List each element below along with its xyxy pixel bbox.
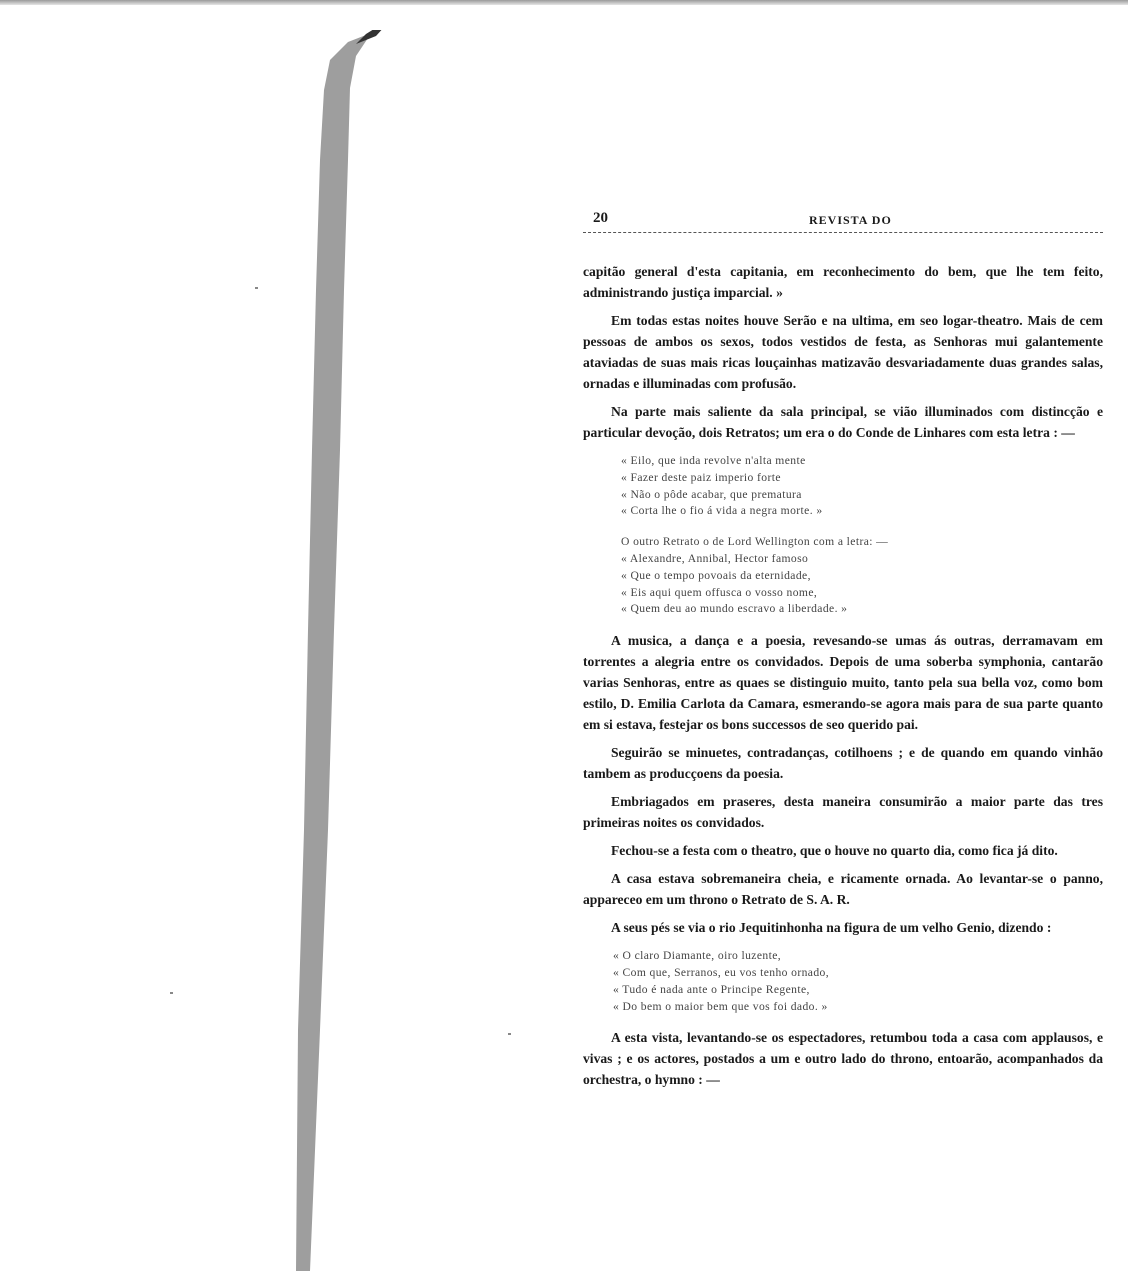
dust-speck bbox=[255, 287, 258, 289]
verse-line: « Eis aqui quem offusca o vosso nome, bbox=[621, 585, 818, 599]
paragraph: Fechou-se a festa com o theatro, que o houve no quarto dia, como fica já dito. bbox=[611, 843, 1058, 859]
verse-conde-de-linhares bbox=[621, 453, 1103, 618]
running-head bbox=[583, 206, 1103, 233]
verse-jequitinhonha bbox=[613, 948, 1103, 1015]
verse-line: « Do bem o maior bem que vos foi dado. » bbox=[613, 999, 828, 1013]
paragraph: A casa estava sobremaneira cheia, e ricamente ornada. Ao levantar-se o panno, appareceo em um throno o Retrato de S. A. R. bbox=[583, 871, 1103, 908]
paragraph: Seguirão se minuetes, contradanças, cotilhoens ; e de quando em quando vinhão tambem as producçoens da poesia. bbox=[583, 745, 1103, 782]
verse-spacer bbox=[621, 520, 1103, 534]
paragraph: A musica, a dança e a poesia, revesando-se umas ás outras, derramavam em torrentes a alegria entre os convidados. Depois de uma soberba symphonia, cantarão varias Senhoras, entre as quaes se distinguio muito, tanto pela sua bella voz, como bom estilo, D. Emilia Carlota da Camara, esmerando-se agora mais para de sua parte quanto em si estava, festejar os bons successos de seo querido pai. bbox=[583, 633, 1103, 733]
verse-line: « Com que, Serranos, eu vos tenho ornado, bbox=[613, 965, 830, 979]
body-text bbox=[583, 261, 1103, 1090]
dust-speck bbox=[170, 992, 173, 994]
verse-intro: O outro Retrato o de Lord Wellington com a letra: — bbox=[621, 535, 889, 549]
header-title: REVISTA DO bbox=[809, 213, 892, 227]
verse-line: « Que o tempo povoais da eternidade, bbox=[621, 568, 811, 582]
paragraph: Na parte mais saliente da sala principal, se vião illuminados com distincção e particular devoção, dois Retratos; um era o do Conde de Linhares com esta letra : — bbox=[583, 404, 1103, 440]
top-edge-shadow bbox=[0, 0, 1128, 5]
verse-line: « Corta lhe o fio á vida a negra morte. » bbox=[621, 504, 823, 518]
verse-line: « Alexandre, Annibal, Hector famoso bbox=[621, 551, 809, 565]
paragraph: Em todas estas noites houve Serão e na ultima, em seo logar-theatro. Mais de cem pessoas de ambos os sexos, todos vestidos de festa, as Senhoras mui galantemente ataviadas de suas mais ricas louçainhas matizavão desvariadamente duas grandes salas, ornadas e illuminadas com profusão. bbox=[583, 313, 1103, 391]
verse-line: « Quem deu ao mundo escravo a liberdade. » bbox=[621, 602, 848, 616]
verse-line: « O claro Diamante, oiro luzente, bbox=[613, 949, 782, 963]
paragraph: Embriagados em praseres, desta maneira consumirão a maior parte das tres primeiras noites os convidados. bbox=[583, 794, 1103, 831]
page-number: 20 bbox=[593, 210, 608, 226]
verse-line: « Tudo é nada ante o Principe Regente, bbox=[613, 982, 810, 996]
verse-line: « Fazer deste paiz imperio forte bbox=[621, 470, 781, 484]
paragraph: A seus pés se via o rio Jequitinhonha na figura de um velho Genio, dizendo : bbox=[611, 920, 1052, 936]
dust-speck bbox=[508, 1033, 511, 1035]
book-page bbox=[583, 206, 1103, 1097]
book-spine-shadow bbox=[296, 30, 386, 1271]
paragraph: capitão general d'esta capitania, em reconhecimento do bem, que lhe tem feito, administrando justiça imparcial. » bbox=[583, 264, 1103, 300]
verse-line: « Eilo, que inda revolve n'alta mente bbox=[621, 454, 806, 467]
closing-paragraph: A esta vista, levantando-se os espectadores, retumbou toda a casa com applausos, e vivas ; e os actores, postados a um e outro lado do throno, entoarão, acompanhados da orchestra, o hymno : — bbox=[583, 1030, 1103, 1088]
verse-line: « Não o pôde acabar, que prematura bbox=[621, 487, 802, 501]
